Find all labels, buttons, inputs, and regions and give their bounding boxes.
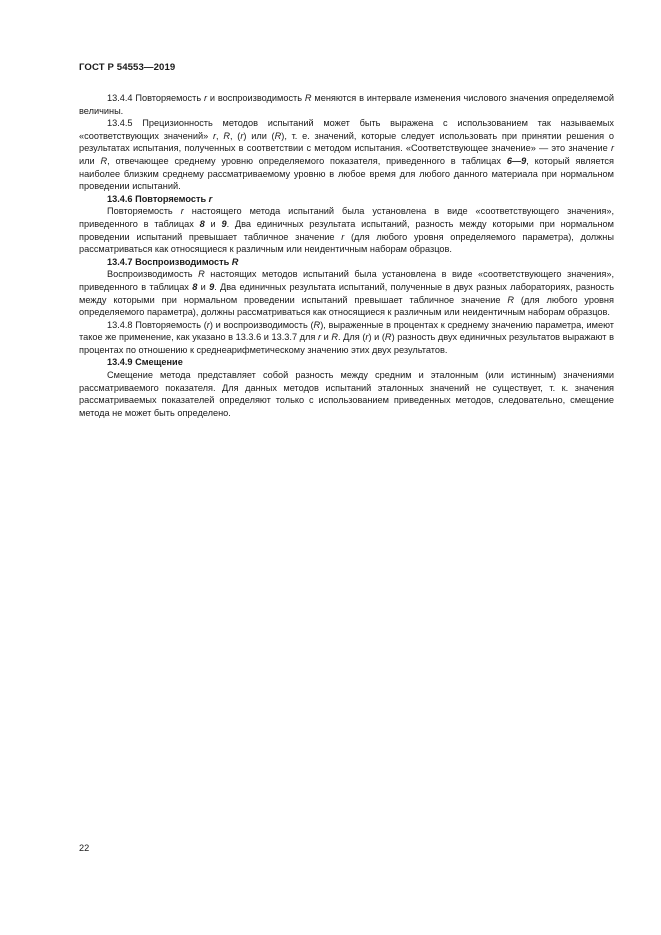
symbol-r: r [341, 231, 345, 242]
text-run: 13.4.8 Повторяемость ( [107, 319, 207, 330]
symbol-R: R [304, 93, 312, 103]
paragraph-reproducibility [79, 268, 614, 318]
table-reference: 9 [221, 218, 227, 229]
paragraph-13-4-8 [79, 319, 614, 357]
text-run: ), т. е. значений, которые следует использовать при принятии решения о результатах испытания, полученных в соответствии с методом испытания. «Соответствующее значение» — это значение [79, 130, 614, 154]
symbol-R: R [100, 155, 108, 166]
text-run: (для любого уровня определяемого параметра), должны рассматриваться как относящиеся к различным или неидентичным наборам образцов. [79, 231, 614, 255]
symbol-R: R [231, 256, 239, 267]
text-run: (для любого уровня определяемого параметра), должны рассматриваться как относящиеся к различным или неидентичным наборам образцов. [79, 294, 614, 318]
document-header: ГОСТ Р 54553—2019 [79, 62, 176, 73]
text-run: настоящих методов испытаний была установлена в виде «соответствующего значения», приведенного в таблицах [79, 269, 614, 292]
text-run: Повторяемость [107, 206, 181, 217]
symbol-R: R [274, 130, 282, 141]
text-run: , ( [229, 130, 241, 141]
text-run: 13.4.4 Повторяемость [107, 93, 204, 103]
heading-13-4-7 [107, 256, 614, 269]
text-run: и [197, 281, 210, 292]
text-run: . Два единичных результата испытаний, полученные в двух разных лабораториях, разность между которыми при нормальном проведении испытаний превышает табличное значение [79, 281, 614, 305]
page-number: 22 [79, 843, 90, 853]
table-reference: 8 [199, 218, 205, 229]
symbol-r: r [610, 143, 614, 154]
text-run: настоящего метода испытаний была установлена в виде «соответствующего значения», приведенного в таблицах [79, 206, 615, 229]
paragraph-repeatability [79, 205, 614, 255]
symbol-R: R [331, 332, 339, 343]
symbol-R: R [198, 269, 205, 280]
text-run: Смещение метода представляет собой разность между средним и эталонным (или истинным) значениями рассматриваемого показателя. Для данных методов испытаний эталонных значений не существует, т. к. значения рассматриваемых показателей определяют только с использованием приведенных методов, следовательно, смещение метода не может быть определено. [79, 370, 614, 418]
paragraph-13-4-5 [79, 117, 614, 193]
table-reference: 9 [209, 281, 215, 292]
symbol-r: r [203, 93, 208, 103]
heading-text: 13.4.9 Смещение [107, 357, 183, 368]
symbol-r: r [180, 206, 184, 217]
symbol-r: r [365, 332, 369, 343]
heading-13-4-9 [107, 356, 614, 369]
text-run: ) и воспроизводимость ( [209, 319, 314, 330]
symbol-r: r [317, 332, 322, 343]
text-run: и воспроизводимость [207, 93, 305, 103]
text-run: . Для ( [338, 332, 366, 343]
table-reference: 6—9 [506, 155, 527, 166]
text-run: или [79, 155, 101, 166]
heading-text: 13.4.6 Повторяемость [107, 193, 209, 204]
text-run: , который является наиболее близким среднему рассматриваемому уровню в любое время для любого данного материала при нормальном проведении испытаний. [79, 155, 614, 192]
text-run: . Два единичных результата испытаний, разность между которыми при нормальном проведении испытаний превышает табличное значение [79, 218, 614, 242]
symbol-r: r [240, 130, 244, 141]
heading-text: 13.4.7 Воспроизводимость [107, 256, 232, 267]
paragraph-13-4-4 [79, 92, 614, 117]
symbol-r: r [206, 319, 210, 330]
text-run: и [321, 332, 332, 343]
document-body [79, 92, 614, 419]
text-run: , [216, 130, 224, 141]
paragraph-bias [79, 369, 614, 419]
text-run: , отвечающее среднему уровню определяемого показателя, приведенного в таблицах [107, 155, 507, 166]
symbol-r: r [212, 130, 217, 141]
text-run: меняются в интервале изменения числового значения определяемой величины. [79, 93, 614, 116]
symbol-R: R [313, 319, 321, 330]
text-run: 13.4.5 Прецизионность методов испытаний может быть выражена с использованием так называемых «соответствующих значений» [79, 118, 614, 141]
text-run: ), выраженные в процентах к среднему значению параметра, имеют такое же применение, как указано в 13.3.6 и 13.3.7 для [79, 319, 614, 343]
text-run: и [204, 218, 222, 229]
symbol-R: R [507, 294, 514, 305]
text-run: Воспроизводимость [107, 269, 199, 280]
text-run: ) разность двух единичных результатов выражают в процентах по отношению к среднеарифметическому значению этих двух результатов. [79, 332, 614, 355]
symbol-R: R [223, 130, 230, 141]
symbol-R: R [384, 332, 392, 343]
heading-13-4-6 [107, 193, 614, 206]
symbol-r: r [208, 193, 213, 204]
text-run: ) и ( [368, 332, 385, 343]
table-reference: 8 [192, 281, 198, 292]
text-run: ) или ( [243, 130, 275, 141]
